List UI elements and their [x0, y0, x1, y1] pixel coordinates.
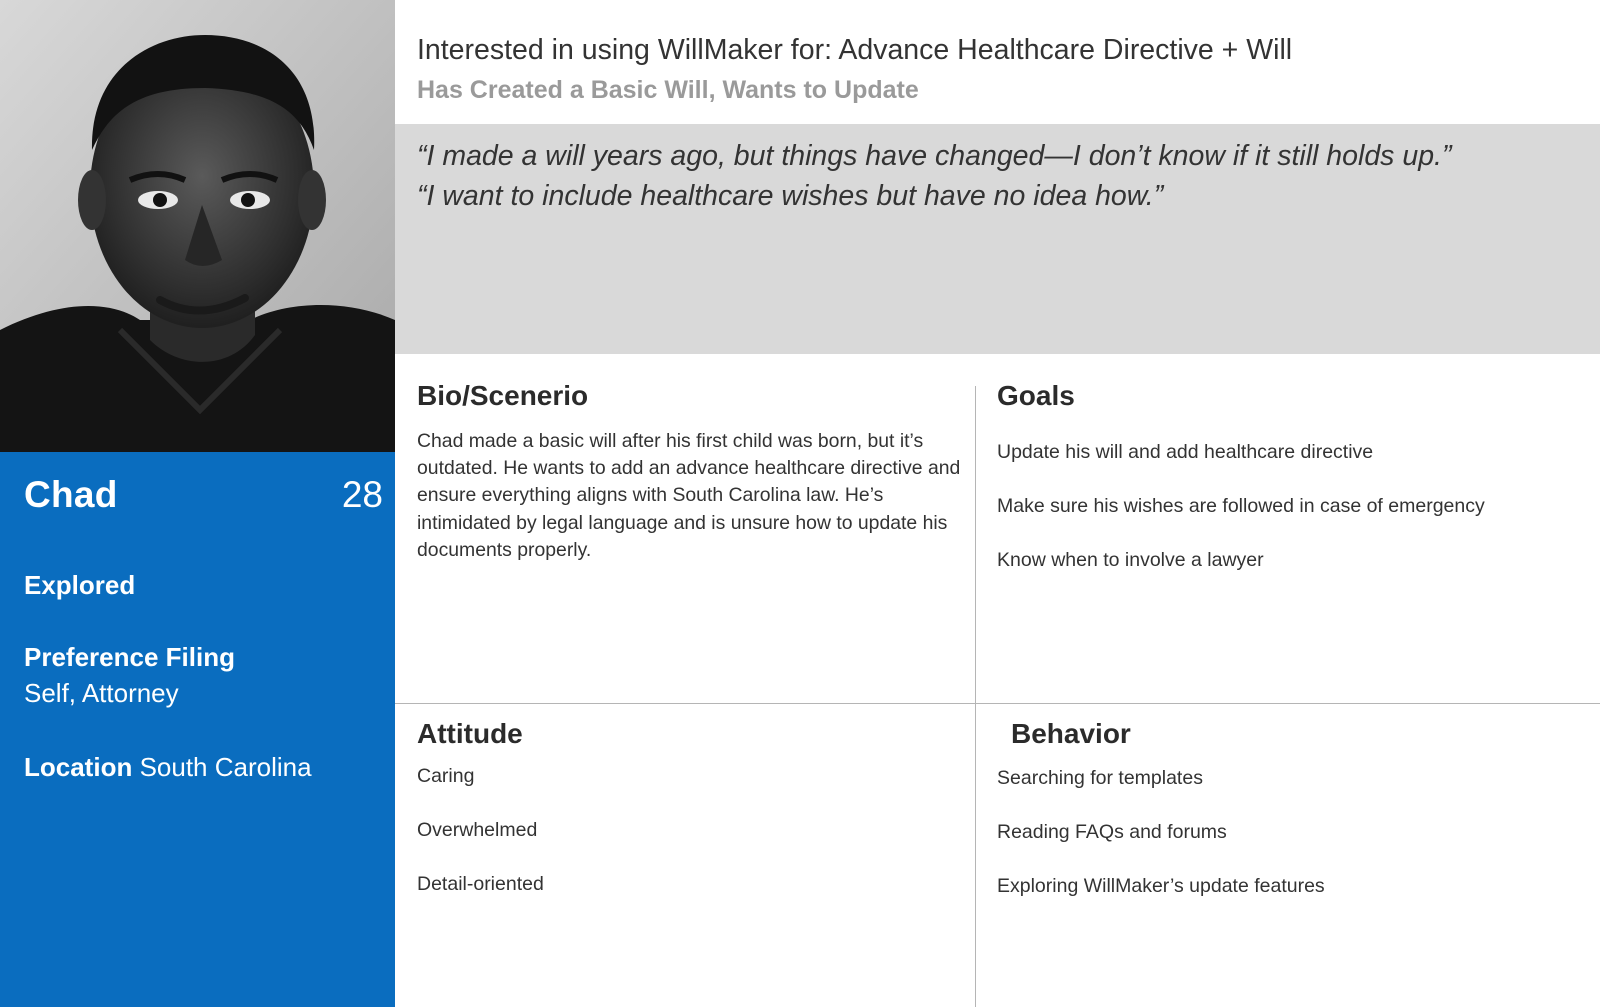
page-subtitle: Has Created a Basic Will, Wants to Update — [417, 76, 919, 104]
persona-status: Explored — [24, 570, 136, 600]
profile-card — [0, 452, 395, 1007]
attitude-title: Attitude — [417, 718, 523, 749]
location — [24, 752, 312, 783]
behavior-title: Behavior — [1011, 718, 1131, 749]
goal-item: Update his will and add healthcare directive — [997, 441, 1374, 463]
attitude-item: Caring — [417, 765, 475, 787]
attitude-item: Detail-oriented — [417, 873, 544, 896]
quote-1: “I made a will years ago, but things have changed—I don’t know if it still holds up.” — [417, 140, 1452, 172]
quote-band — [395, 124, 1600, 354]
quote-2: “I want to include healthcare wishes but have no idea how.” — [417, 180, 1164, 212]
goals-title: Goals — [997, 380, 1075, 411]
persona-name: Chad — [24, 474, 118, 515]
behavior-item: Reading FAQs and forums — [997, 821, 1227, 844]
goal-item: Know when to involve a lawyer — [997, 549, 1264, 572]
behavior-list — [997, 765, 1325, 928]
persona-age: 28 — [341, 474, 383, 515]
persona-photo — [0, 0, 395, 452]
location-value: South Carolina — [132, 752, 312, 782]
behavior-item: Searching for templates — [997, 767, 1203, 789]
attitude-item: Overwhelmed — [417, 819, 538, 842]
column-divider — [975, 386, 976, 1007]
preference-filing-value: Self, Attorney — [24, 678, 179, 708]
bio-title: Bio/Scenerio — [417, 380, 589, 411]
goal-item: Make sure his wishes are followed in case of emergency — [997, 495, 1485, 518]
bio-text: Chad made a basic will after his first child was born, but it’s outdated. He wants to add an advance healthcare directive and ensure everything aligns with South Carolina law. He’s intimidated by legal language and is unsure how to update his documents properly. — [417, 430, 961, 561]
row-divider — [395, 703, 1600, 704]
location-label: Location — [24, 752, 133, 782]
behavior-item: Exploring WillMaker’s update features — [997, 875, 1325, 898]
preference-filing-label: Preference Filing — [24, 642, 235, 672]
goals-list — [997, 439, 1485, 602]
attitude-list — [417, 763, 544, 926]
page-title: Interested in using WillMaker for: Advance Healthcare Directive + Will — [417, 34, 1293, 66]
